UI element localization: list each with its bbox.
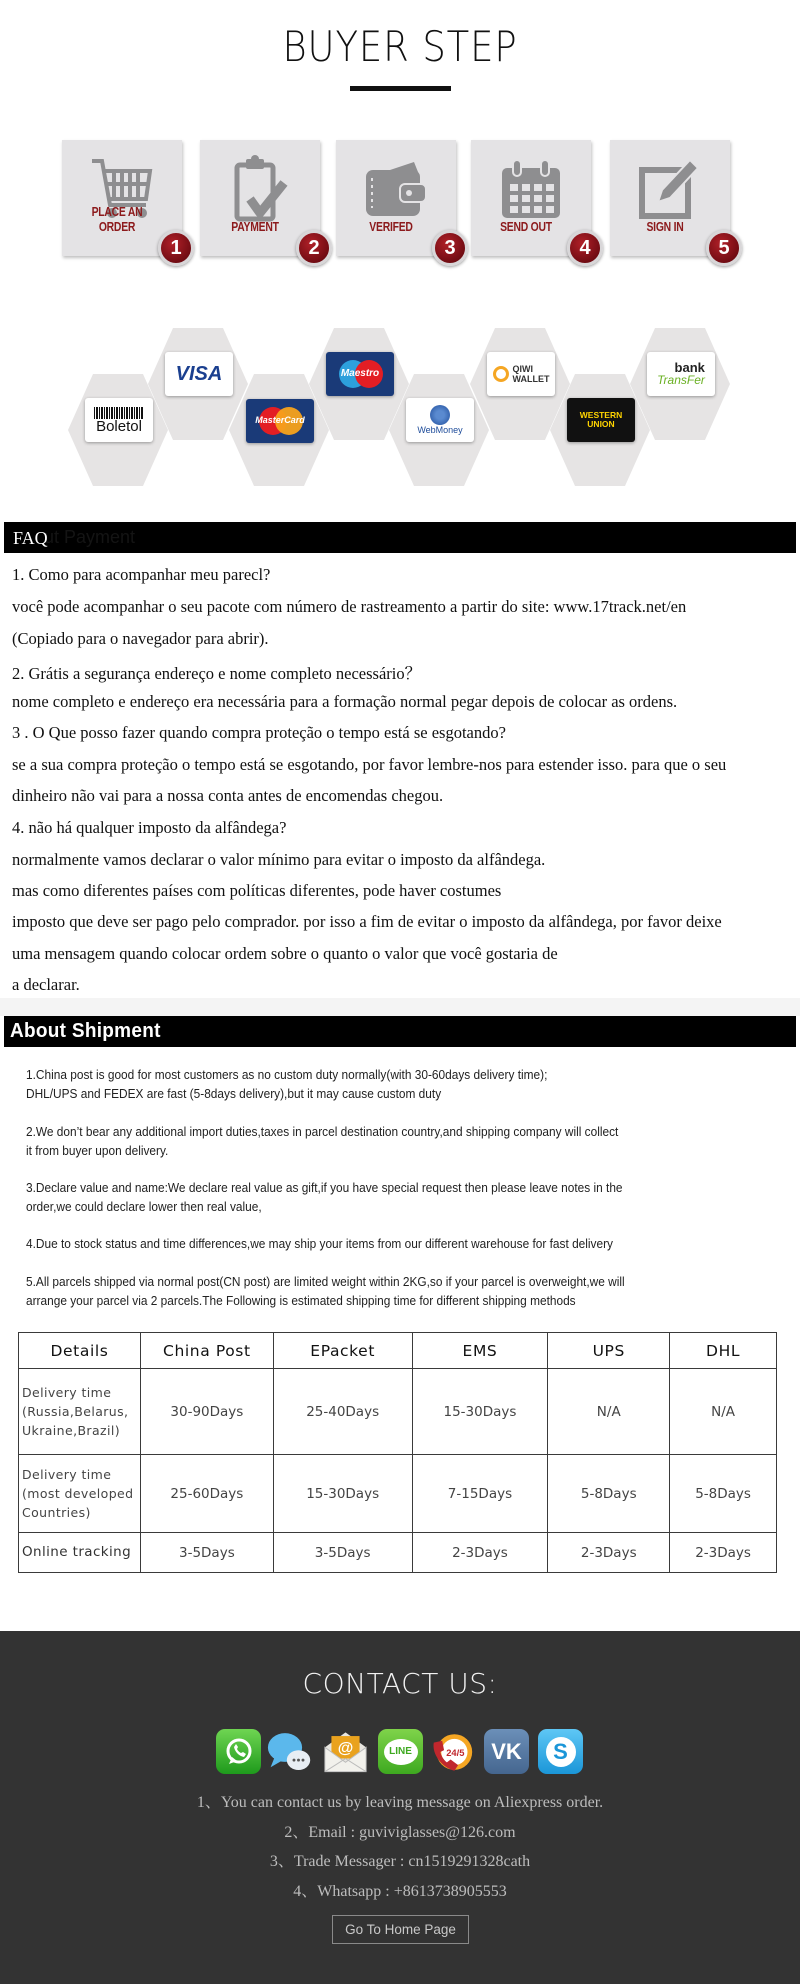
table-cell: 2-3Days: [670, 1533, 777, 1573]
shipment-note: 3.Declare value and name:We declare real value as gift,if you have special request then please leave notes in the: [26, 1181, 623, 1195]
shipment-header-label: About Shipment: [10, 1020, 161, 1042]
faq-question: 1. Como para acompanhar meu parecl?: [12, 565, 271, 584]
line-icon[interactable]: LINE: [378, 1729, 423, 1774]
faq-answer: dinheiro não vai para a nossa conta antes de encomendas chegou.: [12, 786, 444, 805]
table-cell: N/A: [670, 1369, 777, 1455]
western-union-logo: [567, 398, 635, 442]
row-header: [19, 1533, 141, 1573]
row-header: [19, 1369, 141, 1455]
column-header: EPacket: [273, 1333, 412, 1369]
contact-line-aliexpress: 1、You can contact us by leaving message on Aliexpress order.: [196, 1794, 604, 1811]
table-row: [19, 1369, 777, 1455]
shipment-note: 2.We don’t bear any additional import duties,taxes in parcel destination country,and shipping company will collect: [26, 1125, 619, 1139]
shipment-note: 5.All parcels shipped via normal post(CN post) are limited weight within 2KG,so if your parcel is overweight,we will: [26, 1275, 625, 1289]
svg-text:@: @: [337, 1739, 354, 1757]
row-header: [19, 1455, 141, 1533]
bank-transfer-logo: [647, 352, 715, 396]
step-label: SEND OUT: [500, 219, 552, 234]
faq-header: [4, 522, 796, 553]
shipment-note: arrange your parcel via 2 parcels.The Following is estimated shipping time for different shipping methods: [26, 1294, 576, 1308]
table-cell: N/A: [548, 1369, 670, 1455]
email-icon[interactable]: [323, 1729, 368, 1774]
table-row: [19, 1533, 777, 1573]
whatsapp-icon[interactable]: [216, 1729, 261, 1774]
qiwi-wallet-logo: [487, 352, 555, 396]
faq-answer: se a sua compra proteção o tempo está se esgotando, por favor lembre-nos para estender isso. para que o seu: [12, 755, 727, 774]
contact-line-email: 2、Email : guviviglasses@126.com: [284, 1824, 516, 1841]
step-label: PLACE AN ORDER: [91, 204, 143, 234]
step-number-badge: 3: [432, 230, 468, 266]
faq-answer: normalmente vamos declarar o valor mínimo para evitar o imposto da alfândega.: [12, 850, 546, 869]
table-header-row: [19, 1333, 777, 1369]
maestro-logo: [326, 352, 394, 396]
shipment-note: DHL/UPS and FEDEX are fast (5-8days delivery),but it may cause custom duty: [26, 1087, 442, 1101]
faq-answer: imposto que deve ser pago pelo comprador. por isso a fim de evitar o imposto da alfândega, por favor deixe: [12, 912, 722, 931]
table-cell: 25-40Days: [273, 1369, 412, 1455]
step-send-out: [471, 140, 591, 259]
table-cell: 5-8Days: [670, 1455, 777, 1533]
contact-line-whatsapp: 4、Whatsapp : +8613738905553: [293, 1883, 507, 1900]
column-header: DHL: [670, 1333, 777, 1369]
row-header-line: Delivery time: [22, 1385, 112, 1400]
bank-line1: bank: [674, 360, 705, 375]
faq-answer: mas como diferentes países com políticas diferentes, pode haver costumes: [12, 881, 502, 900]
table-cell: 2-3Days: [412, 1533, 548, 1573]
faq-answer: você pode acompanhar o seu pacote com número de rastreamento a partir do site: www.17track.net/en: [12, 597, 687, 616]
shipment-note: 1.China post is good for most customers as no custom duty normally(with 30-60days delivery time);: [26, 1068, 548, 1082]
contact-icons: [216, 1729, 586, 1779]
table-row: [19, 1455, 777, 1533]
faq-header-label: FAQ: [13, 528, 48, 548]
mastercard-logo: [246, 399, 314, 443]
table-cell: 30-90Days: [140, 1369, 273, 1455]
shipment-note: it from buyer upon delivery.: [26, 1144, 169, 1158]
qiwi-line1: QIWI: [512, 364, 533, 374]
go-to-home-page-button[interactable]: Go To Home Page: [332, 1915, 469, 1944]
row-header-line: Online tracking: [22, 1544, 132, 1560]
faq-question: 4. não há qualquer imposto da alfândega?: [12, 818, 287, 837]
table-cell: 15-30Days: [273, 1455, 412, 1533]
qiwi-line2: WALLET: [512, 374, 550, 384]
section-divider-band: [0, 998, 800, 1016]
visa-logo: [165, 352, 233, 396]
boleto-label: Boletol: [96, 417, 142, 435]
column-header: UPS: [548, 1333, 670, 1369]
shipment-header: [4, 1016, 796, 1047]
column-header: China Post: [140, 1333, 273, 1369]
step-label: SIGN IN: [646, 219, 684, 234]
step-number-badge: 5: [706, 230, 742, 266]
faq-answer: nome completo e endereço era necessária para a formação normal pegar depois de colocar as ordens.: [12, 692, 678, 711]
faq-question: 2. Grátis a segurança endereço e nome completo necessário？: [12, 664, 422, 683]
row-header-line: (Russia,Belarus,: [22, 1404, 129, 1419]
row-header-line: Ukraine,Brazil): [22, 1423, 121, 1438]
column-header: EMS: [412, 1333, 548, 1369]
step-label: PAYMENT: [231, 219, 279, 234]
step-number-badge: 2: [296, 230, 332, 266]
clipboard-check-icon: [200, 150, 320, 230]
row-header-line: Delivery time: [22, 1467, 112, 1482]
bank-line2: TransFer: [657, 373, 705, 387]
table-cell: 2-3Days: [548, 1533, 670, 1573]
row-header-line: Countries): [22, 1505, 91, 1520]
table-cell: 7-15Days: [412, 1455, 548, 1533]
visa-label: VISA: [175, 362, 223, 385]
contact-line-trade-messager: 3、Trade Messager : cn1519291328cath: [269, 1853, 531, 1870]
skype-icon[interactable]: S: [538, 1729, 583, 1774]
shipment-note: 4.Due to stock status and time differences,we may ship your items from our different warehouse for fast delivery: [26, 1237, 613, 1251]
step-sign-in: [610, 140, 730, 259]
title-underline: [350, 86, 451, 91]
svg-text:24/5: 24/5: [446, 1747, 465, 1758]
webmoney-logo: [406, 398, 474, 442]
table-cell: 25-60Days: [140, 1455, 273, 1533]
faq-answer: uma mensagem quando colocar ordem sobre o quanto o valor que você gostaria de: [12, 944, 558, 963]
boleto-logo: [85, 398, 153, 442]
maestro-label: Maestro: [340, 368, 380, 379]
calendar-icon: [471, 150, 591, 230]
table-cell: 15-30Days: [412, 1369, 548, 1455]
buyer-step-title: BUYER STEP: [282, 22, 518, 71]
table-cell: 3-5Days: [273, 1533, 412, 1573]
webmoney-label: WebMoney: [417, 425, 463, 435]
support-24-5-icon[interactable]: [430, 1729, 475, 1774]
step-payment: [200, 140, 320, 259]
faq-answer: (Copiado para o navegador para abrir).: [12, 629, 269, 648]
row-header-line: (most developed: [22, 1486, 134, 1501]
vk-icon[interactable]: VK: [484, 1729, 529, 1774]
faq-question: 3 . O Que posso fazer quando compra proteção o tempo está se esgotando?: [12, 723, 506, 742]
column-header: Details: [19, 1333, 141, 1369]
step-number-badge: 4: [567, 230, 603, 266]
shipment-note: order,we could declare lower then real value,: [26, 1200, 262, 1214]
shipping-time-table: [18, 1332, 777, 1573]
step-label: VERIFED: [369, 219, 413, 234]
western-union-line2: UNION: [587, 419, 615, 429]
faq-answer: a declarar.: [12, 975, 80, 994]
contact-title: CONTACT US:: [302, 1667, 498, 1700]
step-verified: [336, 140, 456, 259]
step-place-order: [62, 140, 182, 259]
edit-pencil-icon: [610, 150, 730, 230]
messages-icon[interactable]: [267, 1729, 312, 1774]
wallet-icon: [336, 150, 456, 230]
step-number-badge: 1: [158, 230, 194, 266]
mastercard-label: MasterCard: [255, 415, 305, 425]
table-cell: 3-5Days: [140, 1533, 273, 1573]
faq-header-ghost-text: ut Payment: [44, 527, 136, 547]
table-cell: 5-8Days: [548, 1455, 670, 1533]
western-union-line1: WESTERN: [579, 410, 623, 420]
